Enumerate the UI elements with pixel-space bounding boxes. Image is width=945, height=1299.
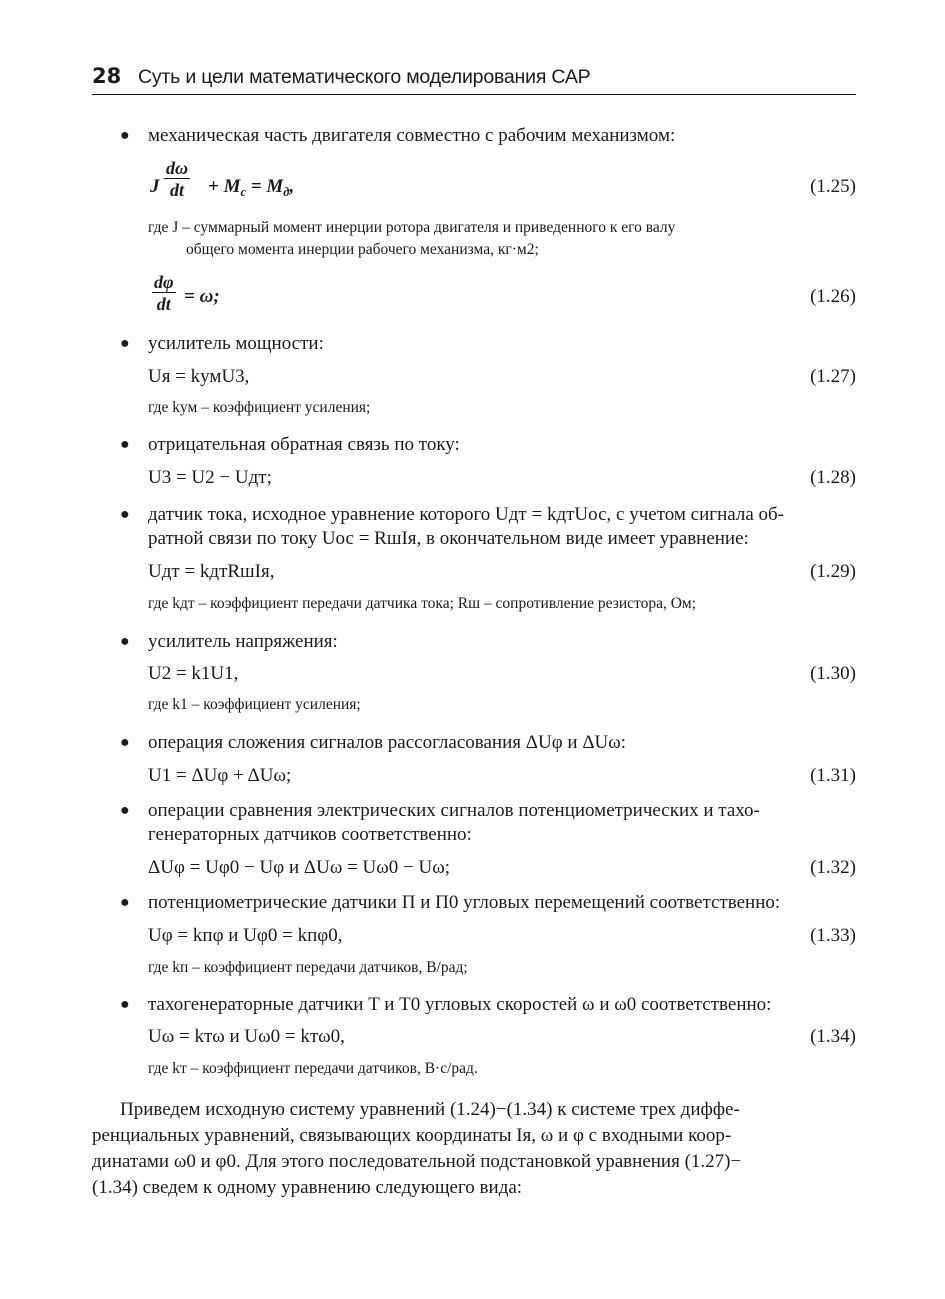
- equation-1-30: [148, 661, 856, 687]
- bullet-icon: ●: [120, 802, 130, 819]
- eq-part-Mc: + M: [208, 176, 241, 197]
- equation-1-28: [148, 465, 856, 491]
- bullet-icon: ●: [120, 436, 130, 453]
- equation-number: (1.25): [810, 176, 856, 197]
- eq-rest: = ω;: [184, 286, 220, 307]
- note-line: общего момента инерции рабочего механизма, кг·м2;: [186, 241, 539, 258]
- equation-formula: Uφ = kпφ и Uφ0 = kпφ0,: [148, 925, 343, 946]
- bullet-text: усилитель мощности:: [148, 333, 324, 354]
- paragraph-line: ренциальных уравнений, связывающих координаты Iя, ω и φ с входными коор-: [92, 1125, 732, 1146]
- equation-1-32: [148, 855, 856, 881]
- note-line: где kум – коэффициент усиления;: [148, 399, 371, 416]
- equation-formula: Uω = kтω и Uω0 = kтω0,: [148, 1026, 345, 1047]
- bullet-text: операция сложения сигналов рассогласования ΔUφ и ΔUω:: [148, 732, 627, 753]
- bullet-text: механическая часть двигателя совместно с рабочим механизмом:: [148, 125, 676, 146]
- subscript-d: д: [283, 185, 290, 199]
- equation-formula: U3 = U2 − Uдт;: [148, 467, 272, 488]
- bullet-icon: ●: [120, 894, 130, 911]
- equation-formula: ΔUφ = Uφ0 − Uφ и ΔUω = Uω0 − Uω;: [148, 857, 450, 878]
- bullet-text: тахогенераторные датчики T и T0 угловых скоростей ω и ω0 соответственно:: [148, 994, 772, 1015]
- equation-1-33: [148, 923, 856, 949]
- eq-part-Md: = M: [246, 176, 284, 197]
- chapter-title: Суть и цели математического моделирования САР: [138, 66, 591, 88]
- note-line: где kт – коэффициент передачи датчиков, В·с/рад.: [148, 1060, 478, 1077]
- equation-number: (1.31): [810, 765, 856, 786]
- bullet-icon: ●: [120, 633, 130, 650]
- bullet-text: отрицательная обратная связь по току:: [148, 434, 460, 455]
- equation-formula: U2 = k1U1,: [148, 663, 239, 684]
- equation-1-29: [148, 559, 856, 585]
- bullet-text: датчик тока, исходное уравнение которого Uдт = kдтUос, с учетом сигнала об-: [148, 504, 784, 525]
- equation-number: (1.30): [810, 663, 856, 684]
- fraction-numerator: dω: [166, 158, 189, 178]
- eq-rest: [208, 174, 294, 200]
- body-paragraph: [92, 1097, 856, 1207]
- equation-1-27: [148, 364, 856, 390]
- equation-1-31: [148, 763, 856, 789]
- bullet-text: усилитель напряжения:: [148, 631, 338, 652]
- note-line: где J – суммарный момент инерции ротора двигателя и приведенного к его валу: [148, 219, 676, 236]
- note-line: где kдт – коэффициент передачи датчика тока; Rш – сопротивление резистора, Ом;: [148, 595, 697, 612]
- paragraph-line: динатами ω0 и φ0. Для этого последовательной подстановкой уравнения (1.27)−: [92, 1151, 742, 1172]
- fraction-denominator: dt: [170, 180, 185, 200]
- bullet-text-continuation: ратной связи по току Uос = RшIя, в окончательном виде имеет уравнение:: [148, 528, 749, 549]
- equation-formula: Uдт = kдтRшIя,: [148, 561, 275, 582]
- eq-end: ,: [289, 176, 295, 197]
- bullet-icon: ●: [120, 127, 130, 144]
- equation-1-26: [148, 272, 856, 320]
- subscript-c: c: [240, 185, 247, 199]
- equation-number: (1.29): [810, 561, 856, 582]
- note-line: где kп – коэффициент передачи датчиков, В/рад;: [148, 959, 468, 976]
- equation-1-34: [148, 1024, 856, 1050]
- equation-number: (1.26): [810, 286, 856, 307]
- paragraph-line: Приведем исходную систему уравнений (1.24)−(1.34) к системе трех диффе-: [120, 1099, 740, 1120]
- bullet-icon: ●: [120, 335, 130, 352]
- running-header: [92, 62, 856, 95]
- bullet-icon: ●: [120, 506, 130, 523]
- fraction-domega-dt: [164, 158, 190, 201]
- page-number: 28: [92, 64, 122, 88]
- bullet-text: операции сравнения электрических сигналов потенциометрических и тахо-: [148, 800, 760, 821]
- bullet-icon: ●: [120, 996, 130, 1013]
- equation-number: (1.34): [810, 1026, 856, 1047]
- equation-formula: U1 = ΔUφ + ΔUω;: [148, 765, 292, 786]
- bullet-text: потенциометрические датчики П и П0 угловых перемещений соответственно:: [148, 892, 781, 913]
- note-line: где k1 – коэффициент усиления;: [148, 696, 361, 713]
- bullet-icon: ●: [120, 734, 130, 751]
- fraction-numerator: dφ: [154, 272, 174, 292]
- equation-number: (1.28): [810, 467, 856, 488]
- fraction-dphi-dt: [152, 272, 176, 315]
- equation-formula: Uя = kумU3,: [148, 366, 250, 387]
- eq-symbol-J: J: [150, 176, 160, 197]
- fraction-denominator: dt: [156, 294, 171, 314]
- bullet-text-continuation: генераторных датчиков соответственно:: [148, 824, 472, 845]
- equation-number: (1.33): [810, 925, 856, 946]
- paragraph-line: (1.34) сведем к одному уравнению следующего вида:: [92, 1177, 523, 1198]
- equation-number: (1.27): [810, 366, 856, 387]
- equation-number: (1.32): [810, 857, 856, 878]
